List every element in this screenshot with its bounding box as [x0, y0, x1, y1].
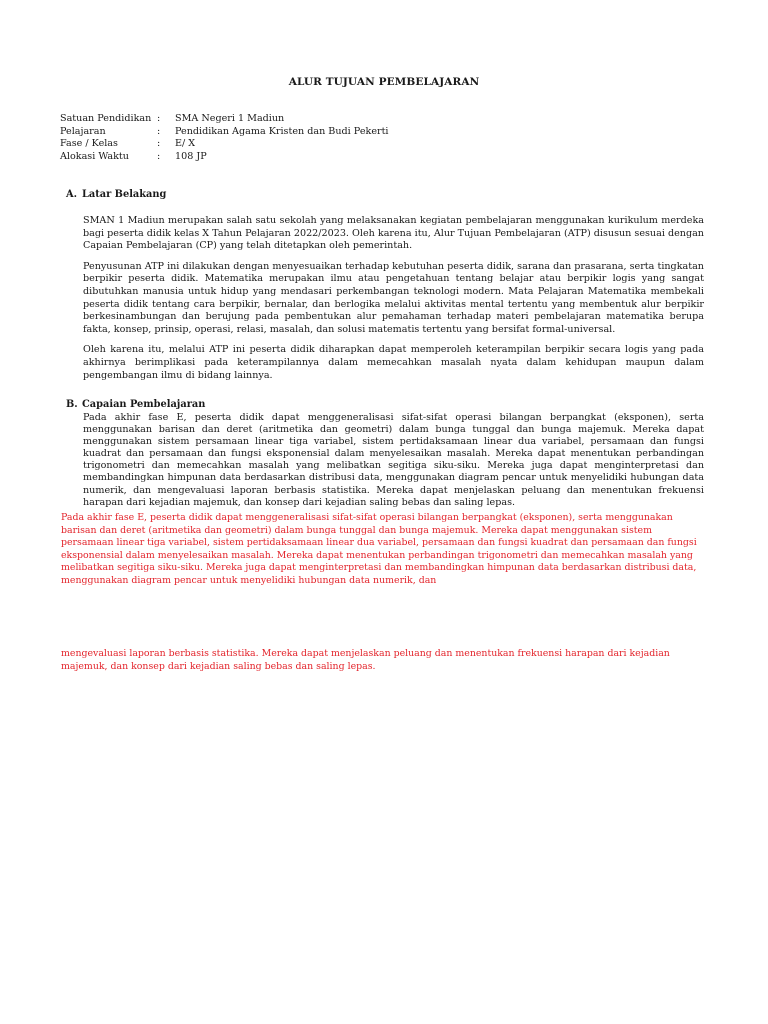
info-value: SMA Negeri 1 Madiun — [175, 113, 285, 124]
info-label: Alokasi Waktu — [60, 150, 129, 162]
info-row-satuan-pendidikan — [60, 113, 389, 126]
section-a-paragraph-2: Penyusunan ATP ini dilakukan dengan menyesuaikan terhadap kebutuhan peserta didik, sarana dan prasarana, serta tingkatan berpikir peserta didik. Matematika merupakan ilmu atau pengetahuan tentang belajar atau berpikir logis yang sangat dibutuhkan manusia untuk hidup yang mendasari perkembangan teknologi modern. Mata Pelajaran Matematika membekali peserta didik tentang cara berpikir, bernalar, dan berlogika melalui aktivitas mental tertentu yang membentuk alur berpikir berkesinambungan dan berujung pada pembentukan alur pemahaman terhadap materi pembelajaran matematika berupa fakta, konsep, prinsip, operasi, relasi, masalah, dan solusi matematis tertentu yang bersifat formal-universal. — [83, 260, 704, 335]
info-table — [60, 113, 389, 163]
info-colon: : — [157, 138, 161, 149]
section-a-paragraph-1: SMAN 1 Madiun merupakan salah satu sekolah yang melaksanakan kegiatan pembelajaran menggunakan kurikulum merdeka bagi peserta didik kelas X Tahun Pelajaran 2022/2023. Oleh karena itu, Alur Tujuan Pembelajaran (ATP) disusun sesuai dengan Capaian Pembelajaran (CP) yang telah ditetapkan oleh pemerintah. — [83, 215, 704, 252]
section-a-heading — [66, 189, 166, 200]
section-a-number: A. — [66, 189, 78, 200]
info-colon: : — [157, 150, 161, 162]
section-a-paragraph-3: Oleh karena itu, melalui ATP ini peserta didik diharapkan dapat memperoleh keterampilan berpikir secara logis yang pada akhirnya berimplikasi pada keterampilannya dalam memecahkan masalah nyata dalam kehidupan maupun dalam pengembangan ilmu di bidang lainnya. — [83, 344, 704, 381]
info-row-fase-kelas — [60, 138, 389, 151]
section-b-paragraph: Pada akhir fase E, peserta didik dapat menggeneralisasi sifat-sifat operasi bilangan berpangkat (eksponen), serta menggunakan barisan dan deret (aritmetika dan geometri) dalam bunga tunggal dan bunga majemuk. Mereka dapat menggunakan sistem persamaan linear tiga variabel, sistem pertidaksamaan linear dua variabel, persamaan dan fungsi kuadrat dan persamaan dan fungsi eksponensial dalam menyelesaikan masalah. Mereka dapat menentukan perbandingan trigonometri dan memecahkan masalah yang melibatkan segitiga siku-siku. Mereka juga dapat menginterpretasi dan membandingkan himpunan data berdasarkan distribusi data, menggunakan diagram pencar untuk menyelidiki hubungan data numerik, dan mengevaluasi laporan berbasis statistika. Mereka dapat menjelaskan peluang dan menentukan frekuensi harapan dari kejadian majemuk, dan konsep dari kejadian saling bebas dan saling lepas. — [83, 412, 704, 508]
document-title: ALUR TUJUAN PEMBELAJARAN — [288, 76, 480, 88]
info-value: E/ X — [175, 138, 196, 149]
info-label: Fase / Kelas — [60, 138, 118, 149]
section-a-title: Latar Belakang — [82, 189, 167, 200]
info-value: Pendidikan Agama Kristen dan Budi Pekerti — [175, 125, 389, 137]
info-value: 108 JP — [175, 150, 207, 162]
info-label: Pelajaran — [60, 125, 106, 137]
section-a-body — [83, 215, 704, 390]
info-label: Satuan Pendidikan — [60, 113, 152, 124]
section-b-title: Capaian Pembelajaran — [82, 399, 206, 410]
info-colon: : — [157, 113, 161, 124]
red-text-block-2: mengevaluasi laporan berbasis statistika. Mereka dapat menjelaskan peluang dan menentukan frekuensi harapan dari kejadian majemuk, dan konsep dari kejadian saling bebas dan saling lepas. — [61, 648, 670, 672]
section-b-number: B. — [66, 399, 78, 410]
info-row-pelajaran — [60, 126, 389, 139]
info-row-alokasi-waktu — [60, 151, 389, 164]
section-b-heading — [66, 399, 205, 410]
red-text-block-1: Pada akhir fase E, peserta didik dapat menggeneralisasi sifat-sifat operasi bilangan berpangkat (eksponen), serta menggunakan barisan dan deret (aritmetika dan geometri) dalam bunga tunggal dan bunga majemuk. Mereka dapat menggunakan sistem persamaan linear tiga variabel, sistem pertidaksamaan linear dua variabel, persamaan dan fungsi kuadrat dan persamaan dan fungsi eksponensial dalam menyelesaikan masalah. Mereka dapat menentukan perbandingan trigonometri dan memecahkan masalah yang melibatkan segitiga siku-siku. Mereka juga dapat menginterpretasi dan membandingkan himpunan data berdasarkan distribusi data, menggunakan diagram pencar untuk menyelidiki hubungan data numerik, dan — [61, 512, 697, 586]
info-colon: : — [157, 125, 161, 137]
